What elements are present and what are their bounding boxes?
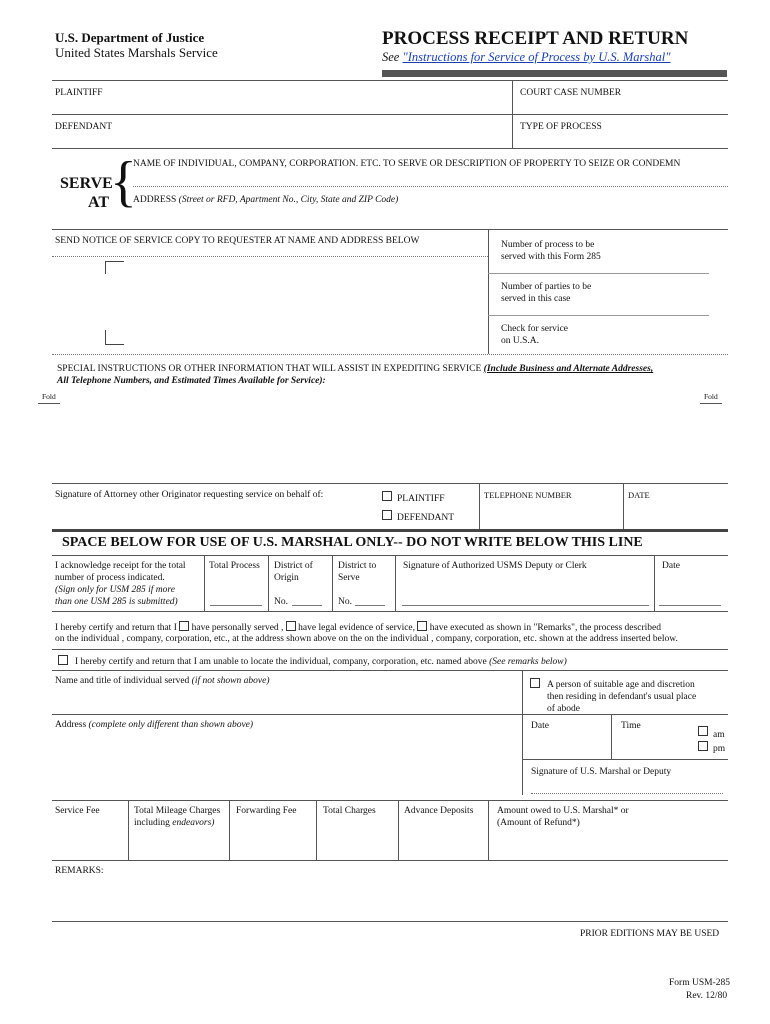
num-process-line-2: served with this Form 285 bbox=[501, 252, 601, 262]
attorney-signature-label: Signature of Attorney other Originator requesting service on behalf of: bbox=[55, 490, 324, 500]
total-process-label: Total Process bbox=[209, 561, 260, 571]
certify-line-2: on the individual , company, corporation, etc., at the address shown above on the on the individual , company, corporation, etc. shown at the address inserted below. bbox=[55, 634, 678, 644]
divider bbox=[623, 483, 624, 530]
acknowledge-line-1: I acknowledge receipt for the total bbox=[55, 561, 186, 571]
num-process-line-1: Number of process to be bbox=[501, 240, 595, 250]
divider bbox=[52, 114, 728, 115]
brace-icon: { bbox=[110, 151, 137, 213]
telephone-label: TELEPHONE NUMBER bbox=[484, 490, 572, 500]
form-number: Form USM-285 bbox=[669, 978, 730, 988]
forwarding-fee-label: Forwarding Fee bbox=[236, 806, 297, 816]
total-charges-label: Total Charges bbox=[323, 806, 376, 816]
pm-label: pm bbox=[713, 744, 726, 754]
certify-part-d: have executed as shown in "Remarks", the process described bbox=[429, 623, 661, 633]
marshal-signature-label: Signature of U.S. Marshal or Deputy bbox=[531, 767, 672, 777]
divider bbox=[52, 80, 728, 81]
total-process-field[interactable] bbox=[210, 605, 262, 606]
advance-deposits-label: Advance Deposits bbox=[404, 806, 474, 816]
district-serve-line-1: District to bbox=[338, 561, 377, 571]
address-label bbox=[133, 194, 398, 206]
acknowledge-line-2: number of process indicated. bbox=[55, 573, 165, 583]
suitable-person-line-1: A person of suitable age and discretion bbox=[547, 680, 695, 690]
form-revision: Rev. 12/80 bbox=[686, 991, 728, 1001]
divider bbox=[268, 555, 269, 611]
plaintiff-checkbox[interactable] bbox=[382, 491, 392, 501]
service-name: United States Marshals Service bbox=[55, 45, 218, 60]
divider bbox=[52, 800, 728, 801]
divider bbox=[52, 670, 728, 671]
personally-served-checkbox[interactable] bbox=[179, 621, 189, 631]
defendant-label: DEFENDANT bbox=[55, 122, 112, 132]
amount-owed-label bbox=[497, 805, 629, 829]
plaintiff-label: PLAINTIFF bbox=[55, 88, 103, 98]
mileage-endeavors: endeavors) bbox=[172, 818, 215, 828]
origin-no-label: No. bbox=[274, 597, 288, 607]
send-notice-label: SEND NOTICE OF SERVICE COPY TO REQUESTER AT NAME AND ADDRESS BELOW bbox=[55, 236, 420, 246]
suitable-person-line-2: then residing in defendant's usual place bbox=[547, 692, 697, 702]
prior-editions-note: PRIOR EDITIONS MAY BE USED bbox=[580, 929, 720, 939]
usms-date-label: Date bbox=[662, 561, 680, 571]
divider bbox=[52, 649, 728, 650]
unable-locate-text: I hereby certify and return that I am unable to locate the individual, company, corporation, etc. named above bbox=[75, 657, 487, 667]
mileage-line-1: Total Mileage Charges bbox=[134, 806, 221, 816]
court-case-number-label: COURT CASE NUMBER bbox=[520, 88, 622, 98]
divider bbox=[522, 670, 523, 795]
district-origin-line-1: District of bbox=[274, 561, 313, 571]
am-checkbox[interactable] bbox=[698, 726, 708, 736]
divider bbox=[316, 800, 317, 860]
usms-signature-field[interactable] bbox=[402, 605, 649, 606]
serve-label: SERVE bbox=[60, 175, 113, 192]
usms-date-field[interactable] bbox=[659, 605, 721, 606]
special-instructions-label bbox=[57, 363, 653, 375]
num-process-label bbox=[501, 239, 601, 263]
legal-evidence-checkbox[interactable] bbox=[286, 621, 296, 631]
special-instructions-text: SPECIAL INSTRUCTIONS OR OTHER INFORMATION THAT WILL ASSIST IN EXPEDITING SERVICE bbox=[57, 364, 482, 374]
divider bbox=[52, 921, 728, 922]
heading-bar bbox=[52, 529, 728, 532]
check-usa-line-2: on U.S.A. bbox=[501, 336, 540, 346]
district-serve-line-2: Serve bbox=[338, 573, 360, 583]
district-serve-label bbox=[338, 560, 376, 584]
certify-text bbox=[55, 620, 661, 634]
origin-no-field[interactable] bbox=[292, 605, 322, 606]
divider bbox=[488, 229, 489, 354]
unable-locate-checkbox[interactable] bbox=[58, 655, 68, 665]
date-label: DATE bbox=[628, 490, 650, 500]
address-label-text: ADDRESS bbox=[133, 195, 177, 205]
num-parties-field[interactable] bbox=[488, 315, 709, 316]
suitable-person-label bbox=[547, 679, 696, 715]
type-of-process-label: TYPE OF PROCESS bbox=[520, 122, 602, 132]
divider bbox=[52, 148, 728, 149]
executed-checkbox[interactable] bbox=[417, 621, 427, 631]
divider bbox=[204, 555, 205, 611]
divider bbox=[522, 759, 728, 760]
certify-part-c: have legal evidence of service, bbox=[298, 623, 416, 633]
num-parties-line-1: Number of parties to be bbox=[501, 282, 592, 292]
serve-no-label: No. bbox=[338, 597, 352, 607]
acknowledge-line-4: than one USM 285 is submitted) bbox=[55, 597, 178, 607]
unable-locate-label bbox=[75, 656, 567, 668]
amount-owed-line-2: (Amount of Refund*) bbox=[497, 818, 580, 828]
defendant-checkbox[interactable] bbox=[382, 510, 392, 520]
instructions-link[interactable]: "Instructions for Service of Process by U.S. Marshal" bbox=[402, 50, 671, 64]
special-instructions-line-2: All Telephone Numbers, and Estimated Times Available for Service): bbox=[57, 376, 326, 386]
fold-right-label: Fold bbox=[704, 392, 718, 401]
special-instructions-emphasis: (Include Business and Alternate Addresses, bbox=[483, 364, 654, 374]
address-hint: (Street or RFD, Apartment No., City, State and ZIP Code) bbox=[178, 195, 399, 205]
divider bbox=[52, 555, 728, 556]
divider bbox=[398, 800, 399, 860]
marshal-signature-field[interactable] bbox=[531, 793, 723, 794]
name-title-text: Name and title of individual served bbox=[55, 676, 190, 686]
divider bbox=[395, 555, 396, 611]
instructions-line bbox=[382, 50, 670, 65]
form-title: PROCESS RECEIPT AND RETURN bbox=[382, 28, 689, 49]
divider bbox=[654, 555, 655, 611]
served-address-note: (complete only different than shown above) bbox=[88, 720, 254, 730]
mileage-including: including bbox=[134, 818, 170, 828]
divider bbox=[229, 800, 230, 860]
see-label: See bbox=[382, 50, 400, 64]
agency-name: U.S. Department of Justice bbox=[55, 30, 205, 45]
divider bbox=[52, 354, 728, 355]
certify-part-b: have personally served , bbox=[191, 623, 284, 633]
divider bbox=[128, 800, 129, 860]
serve-no-field[interactable] bbox=[355, 605, 385, 606]
amount-owed-line-1: Amount owed to U.S. Marshal* or bbox=[497, 806, 629, 816]
divider bbox=[488, 800, 489, 860]
corner-bottom-left-mark bbox=[105, 330, 124, 345]
suitable-person-checkbox[interactable] bbox=[530, 678, 540, 688]
mileage-label bbox=[134, 805, 220, 829]
header-rule bbox=[382, 70, 727, 77]
divider bbox=[332, 555, 333, 611]
usms-signature-label: Signature of Authorized USMS Deputy or Clerk bbox=[403, 561, 587, 571]
certify-part-a: I hereby certify and return that I bbox=[55, 623, 177, 633]
pm-checkbox[interactable] bbox=[698, 741, 708, 751]
plaintiff-option-label: PLAINTIFF bbox=[397, 494, 445, 504]
at-label: AT bbox=[88, 194, 110, 211]
check-usa-line-1: Check for service bbox=[501, 324, 568, 334]
unable-locate-note: (See remarks below) bbox=[489, 657, 567, 667]
divider bbox=[52, 611, 728, 612]
num-parties-line-2: served in this case bbox=[501, 294, 571, 304]
divider bbox=[52, 483, 728, 484]
check-usa-label[interactable] bbox=[501, 323, 568, 347]
divider bbox=[52, 714, 728, 715]
notice-line bbox=[52, 256, 488, 257]
corner-top-left-mark bbox=[105, 261, 124, 274]
divider bbox=[479, 483, 480, 530]
mileage-line-2 bbox=[134, 817, 220, 829]
remarks-label: REMARKS: bbox=[55, 866, 104, 876]
name-to-serve-line[interactable] bbox=[133, 186, 728, 187]
served-address-text: Address bbox=[55, 720, 87, 730]
acknowledge-line-3: (Sign only for USM 285 if more bbox=[55, 585, 175, 595]
defendant-option-label: DEFENDANT bbox=[397, 513, 454, 523]
acknowledge-label bbox=[55, 560, 186, 608]
suitable-person-line-3: of abode bbox=[547, 704, 580, 714]
service-time-label: Time bbox=[621, 721, 641, 731]
name-title-note: (if not shown above) bbox=[191, 676, 270, 686]
served-address-label bbox=[55, 719, 253, 731]
fold-left-label: Fold bbox=[42, 392, 56, 401]
fold-right-mark bbox=[700, 403, 722, 404]
service-date-label: Date bbox=[531, 721, 549, 731]
divider bbox=[52, 229, 728, 230]
district-origin-line-2: Origin bbox=[274, 573, 299, 583]
num-parties-label bbox=[501, 281, 591, 305]
service-fee-label: Service Fee bbox=[55, 806, 100, 816]
divider bbox=[52, 860, 728, 861]
divider bbox=[611, 714, 612, 759]
num-process-field[interactable] bbox=[488, 273, 709, 274]
am-label: am bbox=[713, 730, 725, 740]
marshal-heading: SPACE BELOW FOR USE OF U.S. MARSHAL ONLY-- DO NOT WRITE BELOW THIS LINE bbox=[62, 535, 643, 550]
name-to-serve-label: NAME OF INDIVIDUAL, COMPANY, CORPORATION. ETC. TO SERVE OR DESCRIPTION OF PROPERTY TO SEIZE OR CONDEMN bbox=[133, 159, 681, 169]
name-title-label bbox=[55, 675, 270, 687]
district-origin-label bbox=[274, 560, 313, 584]
fold-left-mark bbox=[38, 403, 60, 404]
